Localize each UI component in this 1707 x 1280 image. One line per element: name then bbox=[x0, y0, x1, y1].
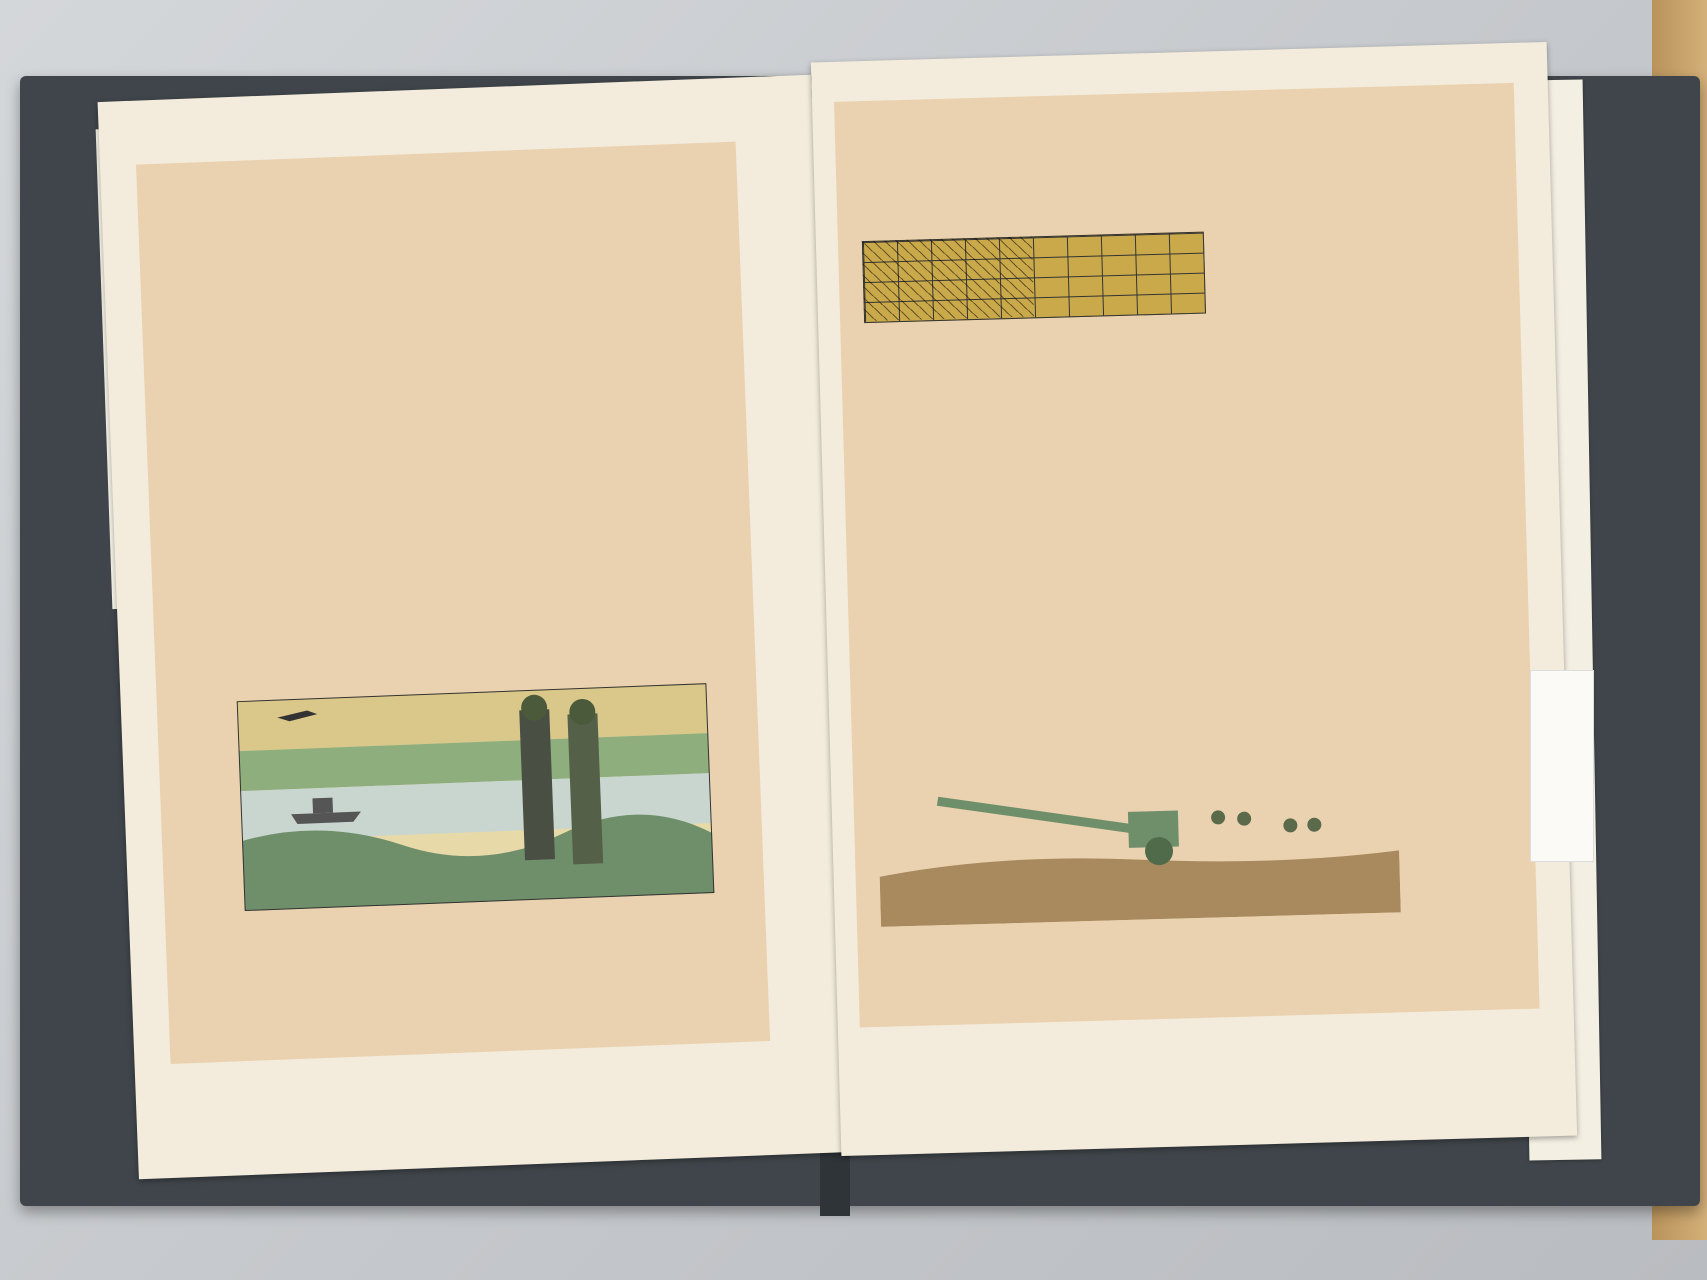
letter-body bbox=[136, 142, 736, 165]
exercise-10 bbox=[834, 83, 1514, 102]
cannon-illustration bbox=[877, 782, 1400, 926]
double-example bbox=[834, 83, 1514, 102]
exercise-5b bbox=[834, 83, 1514, 102]
top-exercises bbox=[834, 83, 1514, 102]
exercise-9 bbox=[834, 83, 1514, 102]
left-scan bbox=[136, 142, 770, 1064]
right-scan bbox=[834, 83, 1540, 1028]
exercise-11 bbox=[834, 83, 1514, 102]
exercise-6a bbox=[834, 83, 1514, 102]
exercise-5a bbox=[834, 83, 1514, 102]
grid-hatching bbox=[862, 236, 1034, 321]
right-page bbox=[811, 42, 1577, 1156]
exercise-6b bbox=[834, 83, 1514, 102]
side-tab bbox=[1530, 670, 1592, 860]
soldiers-illustration bbox=[237, 683, 715, 911]
half-example bbox=[834, 83, 1514, 102]
left-page bbox=[98, 75, 853, 1180]
